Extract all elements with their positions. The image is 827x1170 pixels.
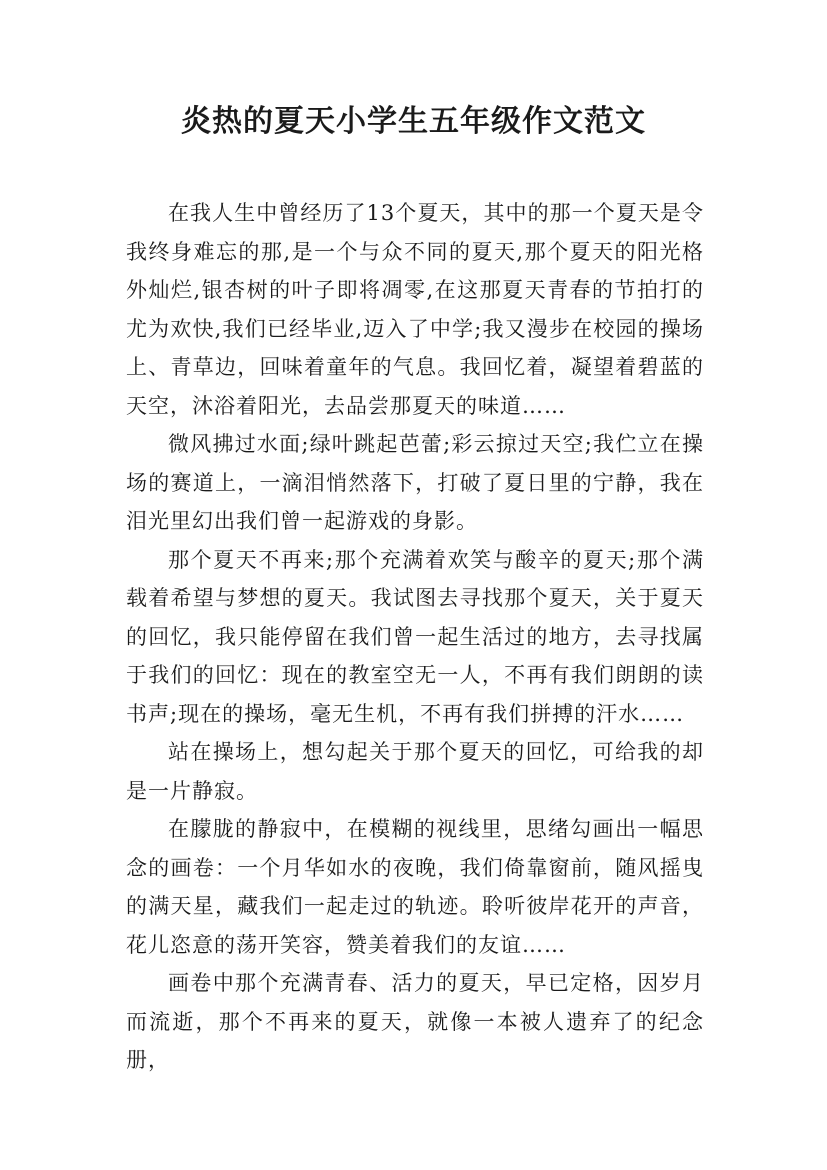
paragraph: 在我人生中曾经历了13个夏天，其中的那一个夏天是令我终身难忘的那,是一个与众不同的夏天,那个夏天的阳光格外灿烂,银杏树的叶子即将凋零,在这那夏天青春的节拍打的尤为欢快,我们已经毕业,迈入了中学;我又漫步在校园的操场上、青草边，回味着童年的气息。我回忆着，凝望着碧蓝的天空，沐浴着阳光，去品尝那夏天的味道……	[126, 201, 704, 418]
paragraph: 微风拂过水面;绿叶跳起芭蕾;彩云掠过天空;我伫立在操场的赛道上，一滴泪悄然落下，打破了夏日里的宁静，我在泪光里幻出我们曾一起游戏的身影。	[126, 432, 704, 533]
document-body	[126, 194, 704, 1080]
document-title: 炎热的夏天小学生五年级作文范文	[181, 104, 646, 139]
paragraph: 站在操场上，想勾起关于那个夏天的回忆，可给我的却是一片静寂。	[126, 740, 704, 803]
paragraph: 在朦胧的静寂中，在模糊的视线里，思绪勾画出一幅思念的画卷：一个月华如水的夜晚，我们倚靠窗前，随风摇曳的满天星，藏我们一起走过的轨迹。聆听彼岸花开的声音，花儿恣意的荡开笑容，赞美着我们的友谊……	[126, 817, 704, 957]
paragraph: 那个夏天不再来;那个充满着欢笑与酸辛的夏天;那个满载着希望与梦想的夏天。我试图去寻找那个夏天，关于夏天的回忆，我只能停留在我们曾一起生活过的地方，去寻找属于我们的回忆：现在的教室空无一人，不再有我们朗朗的读书声;现在的操场，毫无生机，不再有我们拼搏的汗水……	[126, 547, 704, 726]
paragraph: 画卷中那个充满青春、活力的夏天，早已定格，因岁月而流逝，那个不再来的夏天，就像一本被人遗弃了的纪念册，	[126, 971, 704, 1072]
